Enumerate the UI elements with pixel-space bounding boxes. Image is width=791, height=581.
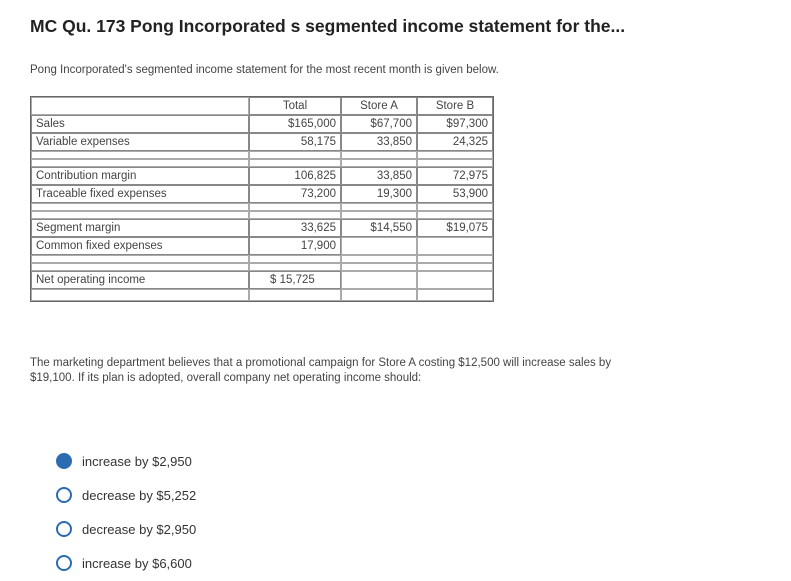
row-label-traceable: Traceable fixed expenses	[31, 185, 249, 203]
sales-total: $165,000	[249, 115, 341, 133]
variable-store-a: 33,850	[341, 133, 417, 151]
spacer-cell	[31, 159, 249, 167]
spacer-row	[31, 151, 493, 159]
option-label: decrease by $2,950	[82, 521, 197, 537]
option-2[interactable]	[56, 478, 196, 512]
spacer-cell	[417, 203, 493, 211]
row-label-noi: Net operating income	[31, 271, 249, 289]
spacer-row	[31, 289, 493, 301]
row-label-common: Common fixed expenses	[31, 237, 249, 255]
option-3[interactable]	[56, 512, 196, 546]
segment-total: 33,625	[249, 219, 341, 237]
spacer-cell	[341, 211, 417, 219]
spacer-row	[31, 203, 493, 211]
sales-store-b: $97,300	[417, 115, 493, 133]
spacer-cell	[417, 263, 493, 271]
spacer-cell	[249, 159, 341, 167]
spacer-cell	[249, 203, 341, 211]
common-total: 17,900	[249, 237, 341, 255]
variable-store-b: 24,325	[417, 133, 493, 151]
contribution-total: 106,825	[249, 167, 341, 185]
spacer-cell	[249, 151, 341, 159]
spacer-cell	[417, 159, 493, 167]
option-label: increase by $2,950	[82, 453, 192, 469]
spacer-row	[31, 255, 493, 263]
spacer-cell	[249, 255, 341, 263]
option-label: increase by $6,600	[82, 555, 192, 571]
radio-selected-icon[interactable]	[56, 453, 72, 469]
table-header-row	[31, 97, 493, 115]
spacer-cell	[31, 151, 249, 159]
spacer-cell	[31, 289, 249, 301]
noi-store-b	[417, 271, 493, 289]
table-row	[31, 185, 493, 203]
spacer-row	[31, 159, 493, 167]
table-row	[31, 271, 493, 289]
spacer-cell	[249, 289, 341, 301]
variable-total: 58,175	[249, 133, 341, 151]
table-row	[31, 115, 493, 133]
traceable-store-a: 19,300	[341, 185, 417, 203]
intro-text: Pong Incorporated's segmented income statement for the most recent month is given below.	[30, 64, 499, 76]
segment-store-b: $19,075	[417, 219, 493, 237]
spacer-cell	[417, 151, 493, 159]
question-text: The marketing department believes that a promotional campaign for Store A costing $12,500 will increase sales by $19,100. If its plan is adopted, overall company net operating income should:	[30, 357, 612, 384]
table-row	[31, 219, 493, 237]
sales-store-a: $67,700	[341, 115, 417, 133]
contribution-store-a: 33,850	[341, 167, 417, 185]
spacer-cell	[341, 203, 417, 211]
common-store-b	[417, 237, 493, 255]
spacer-cell	[341, 289, 417, 301]
row-label-segment: Segment margin	[31, 219, 249, 237]
table-row	[31, 237, 493, 255]
header-store-b: Store B	[417, 97, 493, 115]
spacer-cell	[417, 289, 493, 301]
spacer-cell	[341, 151, 417, 159]
radio-icon[interactable]	[56, 521, 72, 537]
spacer-cell	[31, 263, 249, 271]
spacer-cell	[417, 255, 493, 263]
radio-icon[interactable]	[56, 555, 72, 571]
header-total: Total	[249, 97, 341, 115]
option-4[interactable]	[56, 546, 196, 580]
noi-total: $ 15,725	[249, 271, 341, 289]
page-title: MC Qu. 173 Pong Incorporated s segmented income statement for the...	[30, 16, 626, 36]
table-row	[31, 167, 493, 185]
answer-options	[56, 444, 196, 580]
contribution-store-b: 72,975	[417, 167, 493, 185]
option-1[interactable]	[56, 444, 196, 478]
common-store-a	[341, 237, 417, 255]
income-statement-table	[30, 96, 494, 302]
header-store-a: Store A	[341, 97, 417, 115]
spacer-row	[31, 211, 493, 219]
header-empty-cell	[31, 97, 249, 115]
spacer-cell	[31, 255, 249, 263]
radio-icon[interactable]	[56, 487, 72, 503]
traceable-store-b: 53,900	[417, 185, 493, 203]
table-row	[31, 133, 493, 151]
spacer-cell	[249, 211, 341, 219]
traceable-total: 73,200	[249, 185, 341, 203]
spacer-cell	[341, 255, 417, 263]
row-label-variable: Variable expenses	[31, 133, 249, 151]
spacer-cell	[341, 263, 417, 271]
noi-store-a	[341, 271, 417, 289]
spacer-cell	[341, 159, 417, 167]
row-label-contribution: Contribution margin	[31, 167, 249, 185]
spacer-cell	[249, 263, 341, 271]
spacer-row	[31, 263, 493, 271]
spacer-cell	[417, 211, 493, 219]
spacer-cell	[31, 211, 249, 219]
spacer-cell	[31, 203, 249, 211]
row-label-sales: Sales	[31, 115, 249, 133]
segment-store-a: $14,550	[341, 219, 417, 237]
option-label: decrease by $5,252	[82, 487, 197, 503]
